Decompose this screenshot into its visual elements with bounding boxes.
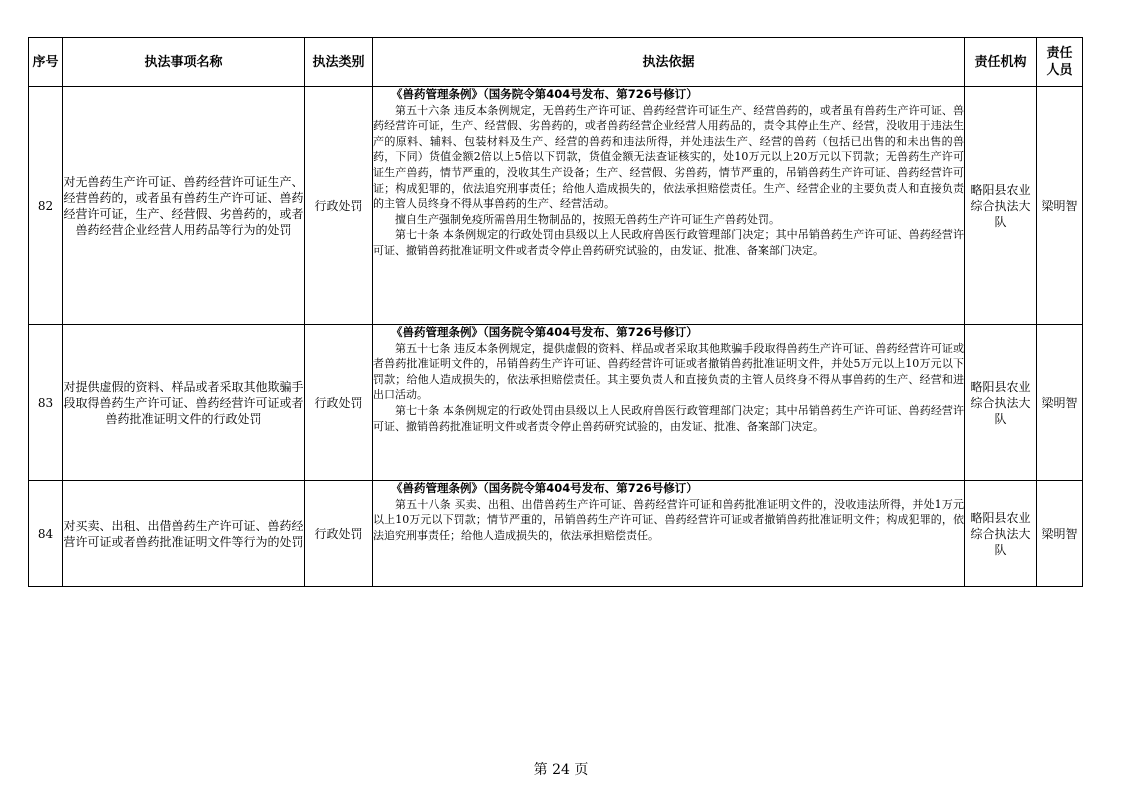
basis-paragraph: 第五十八条 买卖、出租、出借兽药生产许可证、兽药经营许可证和兽药批准证明文件的，没收违法所得，并处1万元以上10万元以下罚款；情节严重的，吊销兽药生产许可证、兽药经营许可证或者撤销兽药批准证明文件；构成犯罪的，依法追究刑事责任；给他人造成损失的，依法承担赔偿责任。 bbox=[373, 497, 964, 542]
row-name: 对买卖、出租、出借兽药生产许可证、兽药经营许可证或者兽药批准证明文件等行为的处罚 bbox=[63, 481, 305, 587]
row-dept: 略阳县农业综合执法大队 bbox=[965, 481, 1037, 587]
row-person: 梁明智 bbox=[1037, 325, 1083, 481]
page-number: 第 24 页 bbox=[533, 762, 589, 778]
law-title: 《兽药管理条例》（国务院令第404号发布、第726号修订） bbox=[391, 325, 698, 339]
header-basis: 执法依据 bbox=[373, 38, 965, 87]
header-dept: 责任机构 bbox=[965, 38, 1037, 87]
basis-paragraph: 擅自生产强制免疫所需兽用生物制品的，按照无兽药生产许可证生产兽药处罚。 bbox=[395, 212, 780, 226]
table-row bbox=[29, 87, 1083, 325]
row-category: 行政处罚 bbox=[305, 481, 373, 587]
table-row bbox=[29, 325, 1083, 481]
row-no: 83 bbox=[29, 325, 63, 481]
row-no: 82 bbox=[29, 87, 63, 325]
header-no: 序号 bbox=[29, 38, 63, 87]
header-row bbox=[29, 38, 1083, 87]
basis-paragraph: 第五十六条 违反本条例规定，无兽药生产许可证、兽药经营许可证生产、经营兽药的，或者虽有兽药生产许可证、兽药经营许可证，生产、经营假、劣兽药的，或者兽药经营企业经营人用药品的，责令其停止生产、经营，没收用于违法生产的原料、辅料、包装材料及生产、经营的兽药和违法所得，并处违法生产、经营的兽药（包括已出售的和未出售的兽药，下同）货值金额2倍以上5倍以下罚款，货值金额无法查证核实的，处10万元以上20万元以下罚款；无兽药生产许可证生产兽药，情节严重的，没收其生产设备；生产、经营假、劣兽药，情节严重的，吊销兽药生产许可证、兽药经营许可证；构成犯罪的，依法追究刑事责任；给他人造成损失的，依法承担赔偿责任。生产、经营企业的主要负责人和直接负责的主管人员终身不得从事兽药的生产、经营活动。 bbox=[373, 103, 964, 211]
row-no: 84 bbox=[29, 481, 63, 587]
row-category: 行政处罚 bbox=[305, 325, 373, 481]
basis-paragraph: 第七十条 本条例规定的行政处罚由县级以上人民政府兽医行政管理部门决定；其中吊销兽药生产许可证、兽药经营许可证、撤销兽药批准证明文件或者责令停止兽药研究试验的，由发证、批准、备案部门决定。 bbox=[373, 403, 964, 433]
row-person: 梁明智 bbox=[1037, 87, 1083, 325]
row-basis bbox=[373, 87, 965, 325]
header-person: 责任人员 bbox=[1037, 38, 1083, 87]
row-category: 行政处罚 bbox=[305, 87, 373, 325]
law-title: 《兽药管理条例》（国务院令第404号发布、第726号修订） bbox=[391, 87, 698, 101]
basis-paragraph: 第五十七条 违反本条例规定，提供虚假的资料、样品或者采取其他欺骗手段取得兽药生产许可证、兽药经营许可证或者兽药批准证明文件的，吊销兽药生产许可证、兽药经营许可证或者撤销兽药批准证明文件，并处5万元以上10万元以下罚款；给他人造成损失的，依法承担赔偿责任。其主要负责人和直接负责的主管人员终身不得从事兽药的生产、经营和进出口活动。 bbox=[373, 341, 964, 402]
row-person: 梁明智 bbox=[1037, 481, 1083, 587]
row-dept: 略阳县农业综合执法大队 bbox=[965, 87, 1037, 325]
row-name: 对无兽药生产许可证、兽药经营许可证生产、经营兽药的，或者虽有兽药生产许可证、兽药经营许可证，生产、经营假、劣兽药的，或者兽药经营企业经营人用药品等行为的处罚 bbox=[63, 87, 305, 325]
row-dept: 略阳县农业综合执法大队 bbox=[965, 325, 1037, 481]
table-row bbox=[29, 481, 1083, 587]
law-title: 《兽药管理条例》（国务院令第404号发布、第726号修订） bbox=[391, 481, 698, 495]
row-name: 对提供虚假的资料、样品或者采取其他欺骗手段取得兽药生产许可证、兽药经营许可证或者兽药批准证明文件的行政处罚 bbox=[63, 325, 305, 481]
row-basis bbox=[373, 481, 965, 587]
basis-paragraph: 第七十条 本条例规定的行政处罚由县级以上人民政府兽医行政管理部门决定；其中吊销兽药生产许可证、兽药经营许可证、撤销兽药批准证明文件或者责令停止兽药研究试验的，由发证、批准、备案部门决定。 bbox=[373, 228, 964, 257]
header-name: 执法事项名称 bbox=[63, 38, 305, 87]
row-basis bbox=[373, 325, 965, 481]
enforcement-table bbox=[28, 37, 1083, 587]
header-category: 执法类别 bbox=[305, 38, 373, 87]
